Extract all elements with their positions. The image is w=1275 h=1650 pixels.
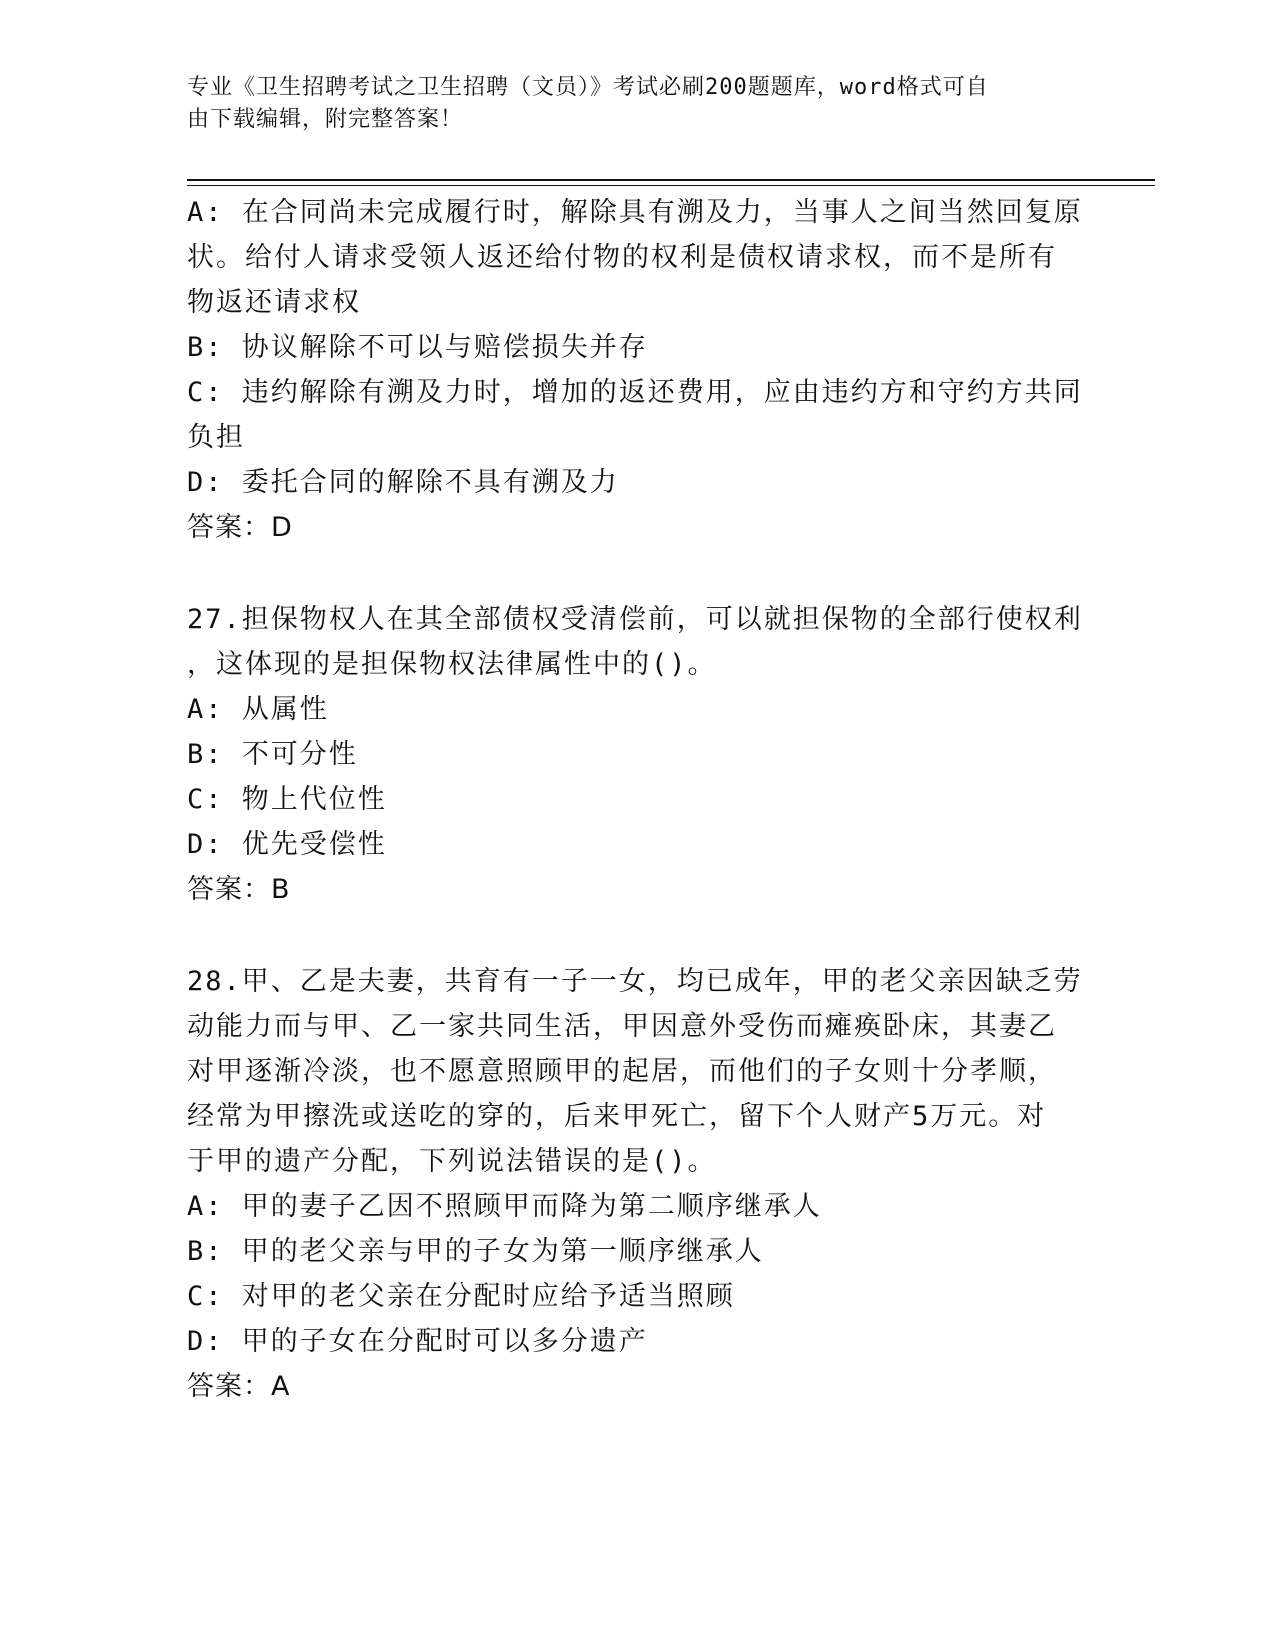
question-stem-line-1: 27.担保物权人在其全部债权受清偿前，可以就担保物的全部行使权利 [187, 604, 1083, 635]
header-divider-thick [187, 179, 1155, 181]
option-a: A: 甲的妻子乙因不照顾甲而降为第二顺序继承人 [187, 1191, 822, 1222]
option-b: B: 甲的老父亲与甲的子女为第一顺序继承人 [187, 1236, 764, 1267]
option-a: A: 从属性 [187, 694, 329, 725]
question-27 [187, 597, 1087, 912]
document-header [187, 72, 1067, 136]
spacer [187, 550, 1087, 597]
option-d: D: 委托合同的解除不具有溯及力 [187, 467, 619, 498]
question-stem-line-5: 于甲的遗产分配，下列说法错误的是()。 [187, 1146, 717, 1177]
header-divider-thin [187, 185, 1155, 186]
option-d: D: 甲的子女在分配时可以多分遗产 [187, 1326, 648, 1357]
option-a-line-1: A: 在合同尚未完成履行时，解除具有溯及力，当事人之间当然回复原 [187, 197, 1083, 228]
option-b: B: 不可分性 [187, 739, 358, 770]
answer: 答案：A [187, 1371, 291, 1402]
option-c-line-1: C: 违约解除有溯及力时，增加的返还费用，应由违约方和守约方共同 [187, 377, 1083, 408]
option-a-line-3: 物返还请求权 [187, 287, 361, 318]
document-body [187, 190, 1087, 1409]
question-stem-line-4: 经常为甲擦洗或送吃的穿的，后来甲死亡，留下个人财产5万元。对 [187, 1101, 1047, 1132]
option-b: B: 协议解除不可以与赔偿损失并存 [187, 332, 648, 363]
option-a-line-2: 状。给付人请求受领人返还给付物的权利是债权请求权，而不是所有 [187, 242, 1057, 273]
answer: 答案：B [187, 874, 291, 905]
question-28 [187, 959, 1087, 1409]
answer: 答案：D [187, 512, 293, 543]
option-c: C: 对甲的老父亲在分配时应给予适当照顾 [187, 1281, 735, 1312]
spacer [187, 912, 1087, 959]
question-26-continued [187, 190, 1087, 550]
question-stem-line-2: ，这体现的是担保物权法律属性中的()。 [187, 649, 717, 680]
question-stem-line-2: 动能力而与甲、乙一家共同生活，甲因意外受伤而瘫痪卧床，其妻乙 [187, 1011, 1057, 1042]
option-d: D: 优先受偿性 [187, 829, 387, 860]
header-line-1: 专业《卫生招聘考试之卫生招聘（文员）》考试必刷200题题库，word格式可自 [187, 75, 989, 100]
question-stem-line-1: 28.甲、乙是夫妻，共育有一子一女，均已成年，甲的老父亲因缺乏劳 [187, 966, 1083, 997]
option-c: C: 物上代位性 [187, 784, 387, 815]
option-c-line-2: 负担 [187, 422, 245, 453]
question-stem-line-3: 对甲逐渐冷淡，也不愿意照顾甲的起居，而他们的子女则十分孝顺， [187, 1056, 1057, 1087]
header-line-2: 由下载编辑，附完整答案！ [187, 107, 464, 132]
